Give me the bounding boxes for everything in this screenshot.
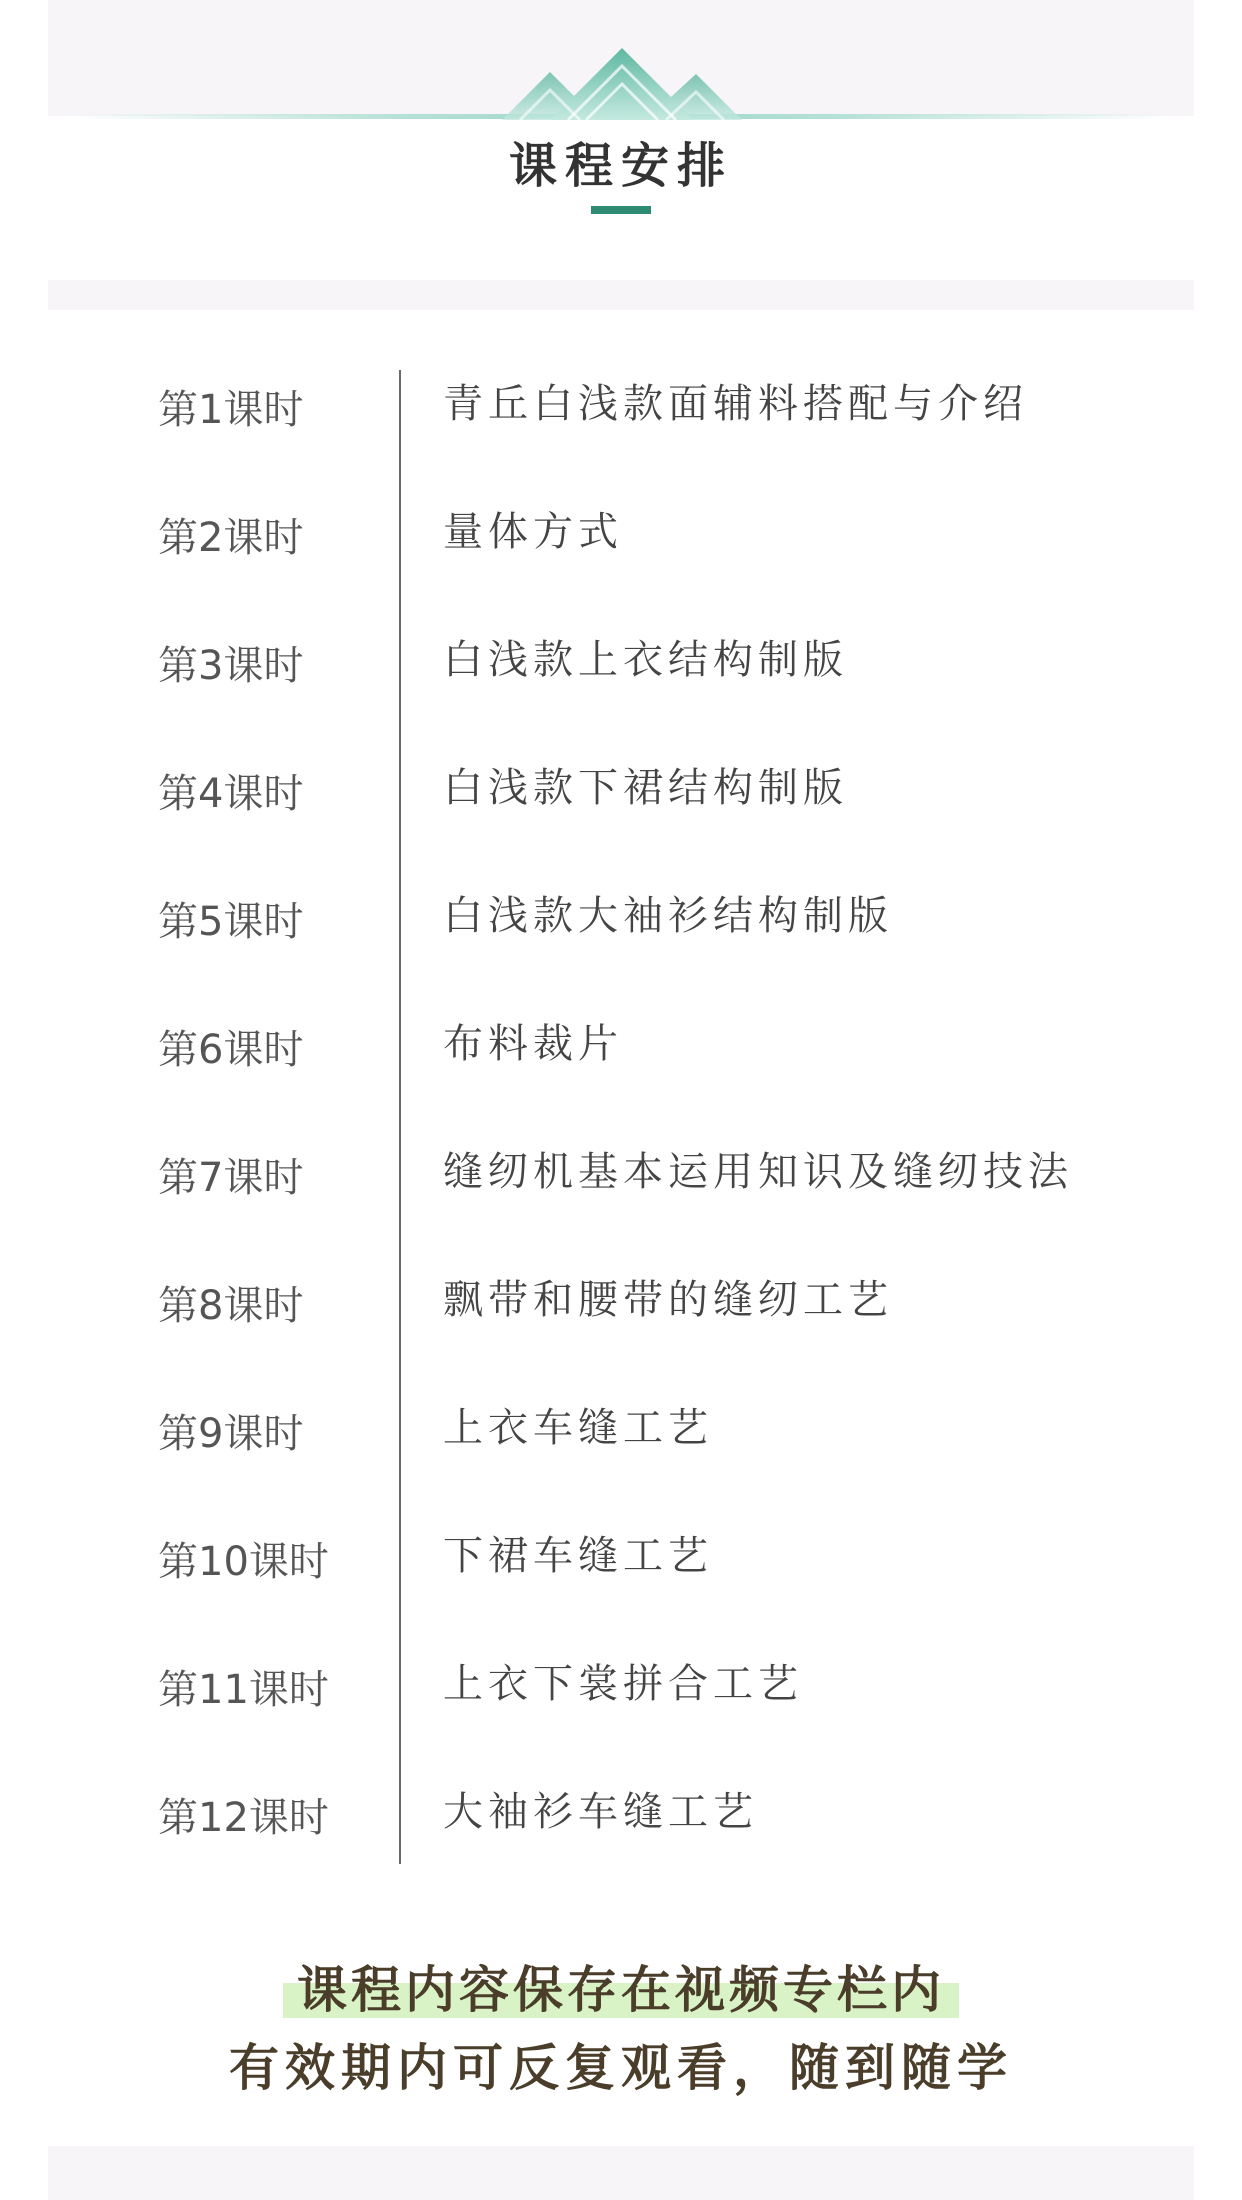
- schedule-row: [0, 1004, 1242, 1094]
- schedule-row: [0, 1132, 1242, 1222]
- lesson-topic: 大袖衫车缝工艺: [443, 1789, 758, 1835]
- lesson-topic: 下裙车缝工艺: [443, 1533, 713, 1579]
- lesson-topic: 白浅款下裙结构制版: [443, 765, 848, 811]
- schedule-row: [0, 364, 1242, 454]
- lesson-number: 第9课时: [158, 1411, 304, 1457]
- schedule-row: [0, 876, 1242, 966]
- lesson-number: 第3课时: [158, 643, 304, 689]
- lesson-topic: 量体方式: [443, 509, 623, 555]
- schedule-divider: [399, 370, 401, 1864]
- schedule-row: [0, 1644, 1242, 1734]
- page-title: 课程安排: [508, 138, 733, 194]
- lesson-topic: 青丘白浅款面辅料搭配与介绍: [443, 381, 1028, 427]
- lesson-number: 第1课时: [158, 387, 304, 433]
- mountains-icon: [502, 48, 742, 120]
- lesson-number: 第5课时: [158, 899, 304, 945]
- lesson-topic: 布料裁片: [443, 1021, 623, 1067]
- lesson-number: 第2课时: [158, 515, 304, 561]
- footer-sub-line: 有效期内可反复观看，随到随学: [229, 2039, 1013, 2097]
- lesson-topic: 上衣下裳拼合工艺: [443, 1661, 803, 1707]
- footer-highlight-line: 课程内容保存在视频专栏内: [283, 1955, 959, 2025]
- schedule-row: [0, 620, 1242, 710]
- lesson-topic: 缝纫机基本运用知识及缝纫技法: [443, 1149, 1073, 1195]
- schedule-row: [0, 1772, 1242, 1862]
- schedule-row: [0, 748, 1242, 838]
- bottom-band: [48, 2146, 1194, 2200]
- lesson-number: 第12课时: [158, 1795, 329, 1841]
- lesson-topic: 白浅款上衣结构制版: [443, 637, 848, 683]
- lesson-topic: 白浅款大袖衫结构制版: [443, 893, 893, 939]
- schedule-row: [0, 1516, 1242, 1606]
- schedule-row: [0, 1388, 1242, 1478]
- lesson-topic: 上衣车缝工艺: [443, 1405, 713, 1451]
- section-separator-band: [48, 280, 1194, 310]
- footer-note: [0, 1955, 1242, 2103]
- lesson-number: 第10课时: [158, 1539, 329, 1585]
- lesson-number: 第4课时: [158, 771, 304, 817]
- lesson-number: 第11课时: [158, 1667, 329, 1713]
- schedule-row: [0, 1260, 1242, 1350]
- lesson-number: 第6课时: [158, 1027, 304, 1073]
- lesson-number: 第7课时: [158, 1155, 304, 1201]
- title-underline: [591, 206, 651, 214]
- lesson-topic: 飘带和腰带的缝纫工艺: [443, 1277, 893, 1323]
- schedule-row: [0, 492, 1242, 582]
- lesson-number: 第8课时: [158, 1283, 304, 1329]
